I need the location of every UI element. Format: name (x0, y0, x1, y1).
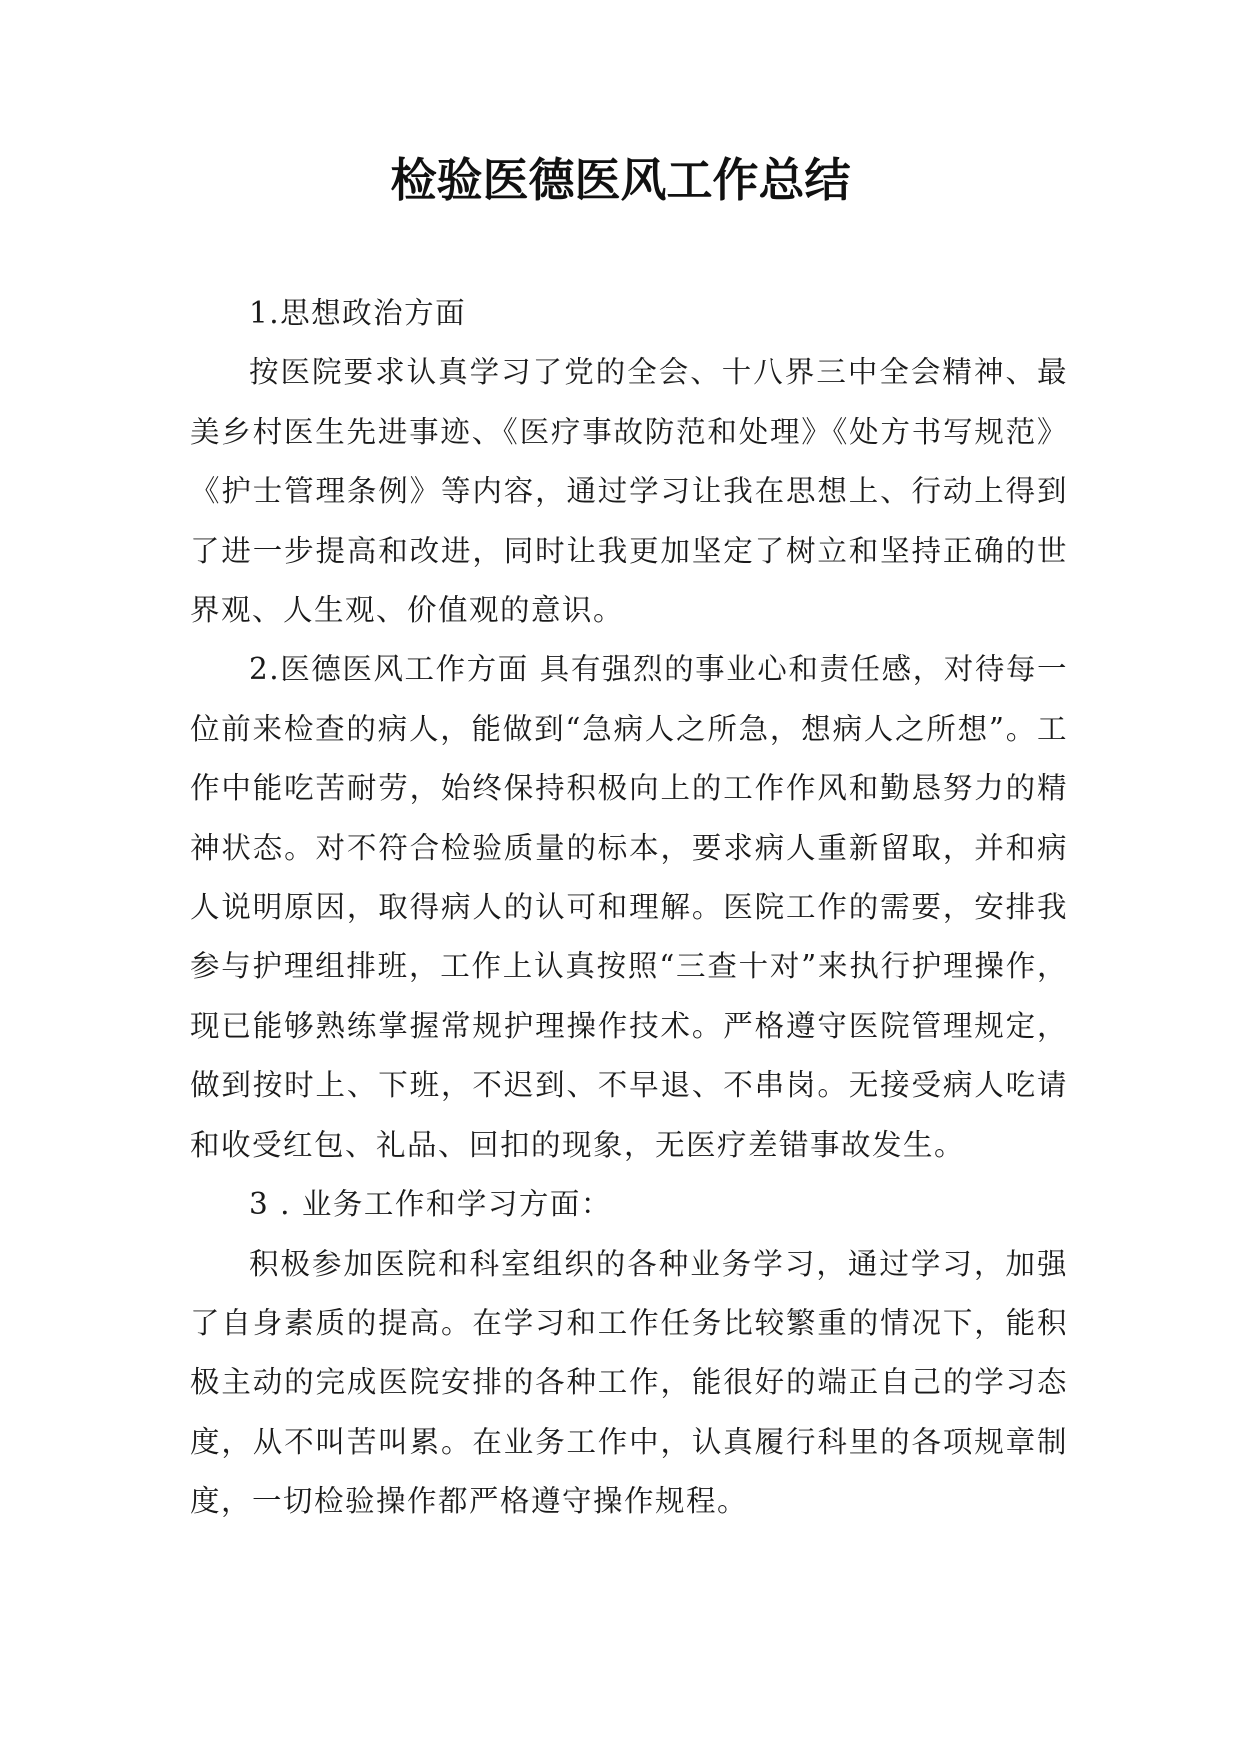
paragraph-business-study: 积极参加医院和科室组织的各种业务学习，通过学习，加强了自身素质的提高。在学习和工作任务比较繁重的情况下，能积极主动的完成医院安排的各种工作，能很好的端正自己的学习态度，从不叫苦叫累。在业务工作中，认真履行科里的各项规章制度，一切检验操作都严格遵守操作规程。 (190, 1246, 1068, 1519)
paragraph-medical-ethics: 2.医德医风工作方面 具有强烈的事业心和责任感，对待每一位前来检查的病人，能做到“急病人之所急，想病人之所想”。工作中能吃苦耐劳，始终保持积极向上的工作作风和勤恳努力的精神状态。对不符合检验质量的标本，要求病人重新留取，并和病人说明原因，取得病人的认可和理解。医院工作的需要，安排我参与护理组排班，工作上认真按照“三查十对”来执行护理操作，现已能够熟练掌握常规护理操作技术。严格遵守医院管理规定，做到按时上、下班，不迟到、不早退、不串岗。无接受病人吃请和收受红包、礼品、回扣的现象，无医疗差错事故发生。 (190, 652, 1068, 1162)
section-heading-ideology: 1.思想政治方面 (249, 296, 467, 330)
paragraph-ideology: 按医院要求认真学习了党的全会、十八界三中全会精神、最美乡村医生先进事迹、《医疗事故防范和处理》《处方书写规范》《护士管理条例》等内容，通过学习让我在思想上、行动上得到了进一步提高和改进，同时让我更加坚定了树立和坚持正确的世界观、人生观、价值观的意识。 (190, 355, 1068, 628)
document-body (190, 284, 1068, 1532)
document-title: 检验医德医风工作总结 (390, 153, 851, 207)
section-heading-business: 3 . 业务工作和学习方面： (249, 1187, 612, 1222)
